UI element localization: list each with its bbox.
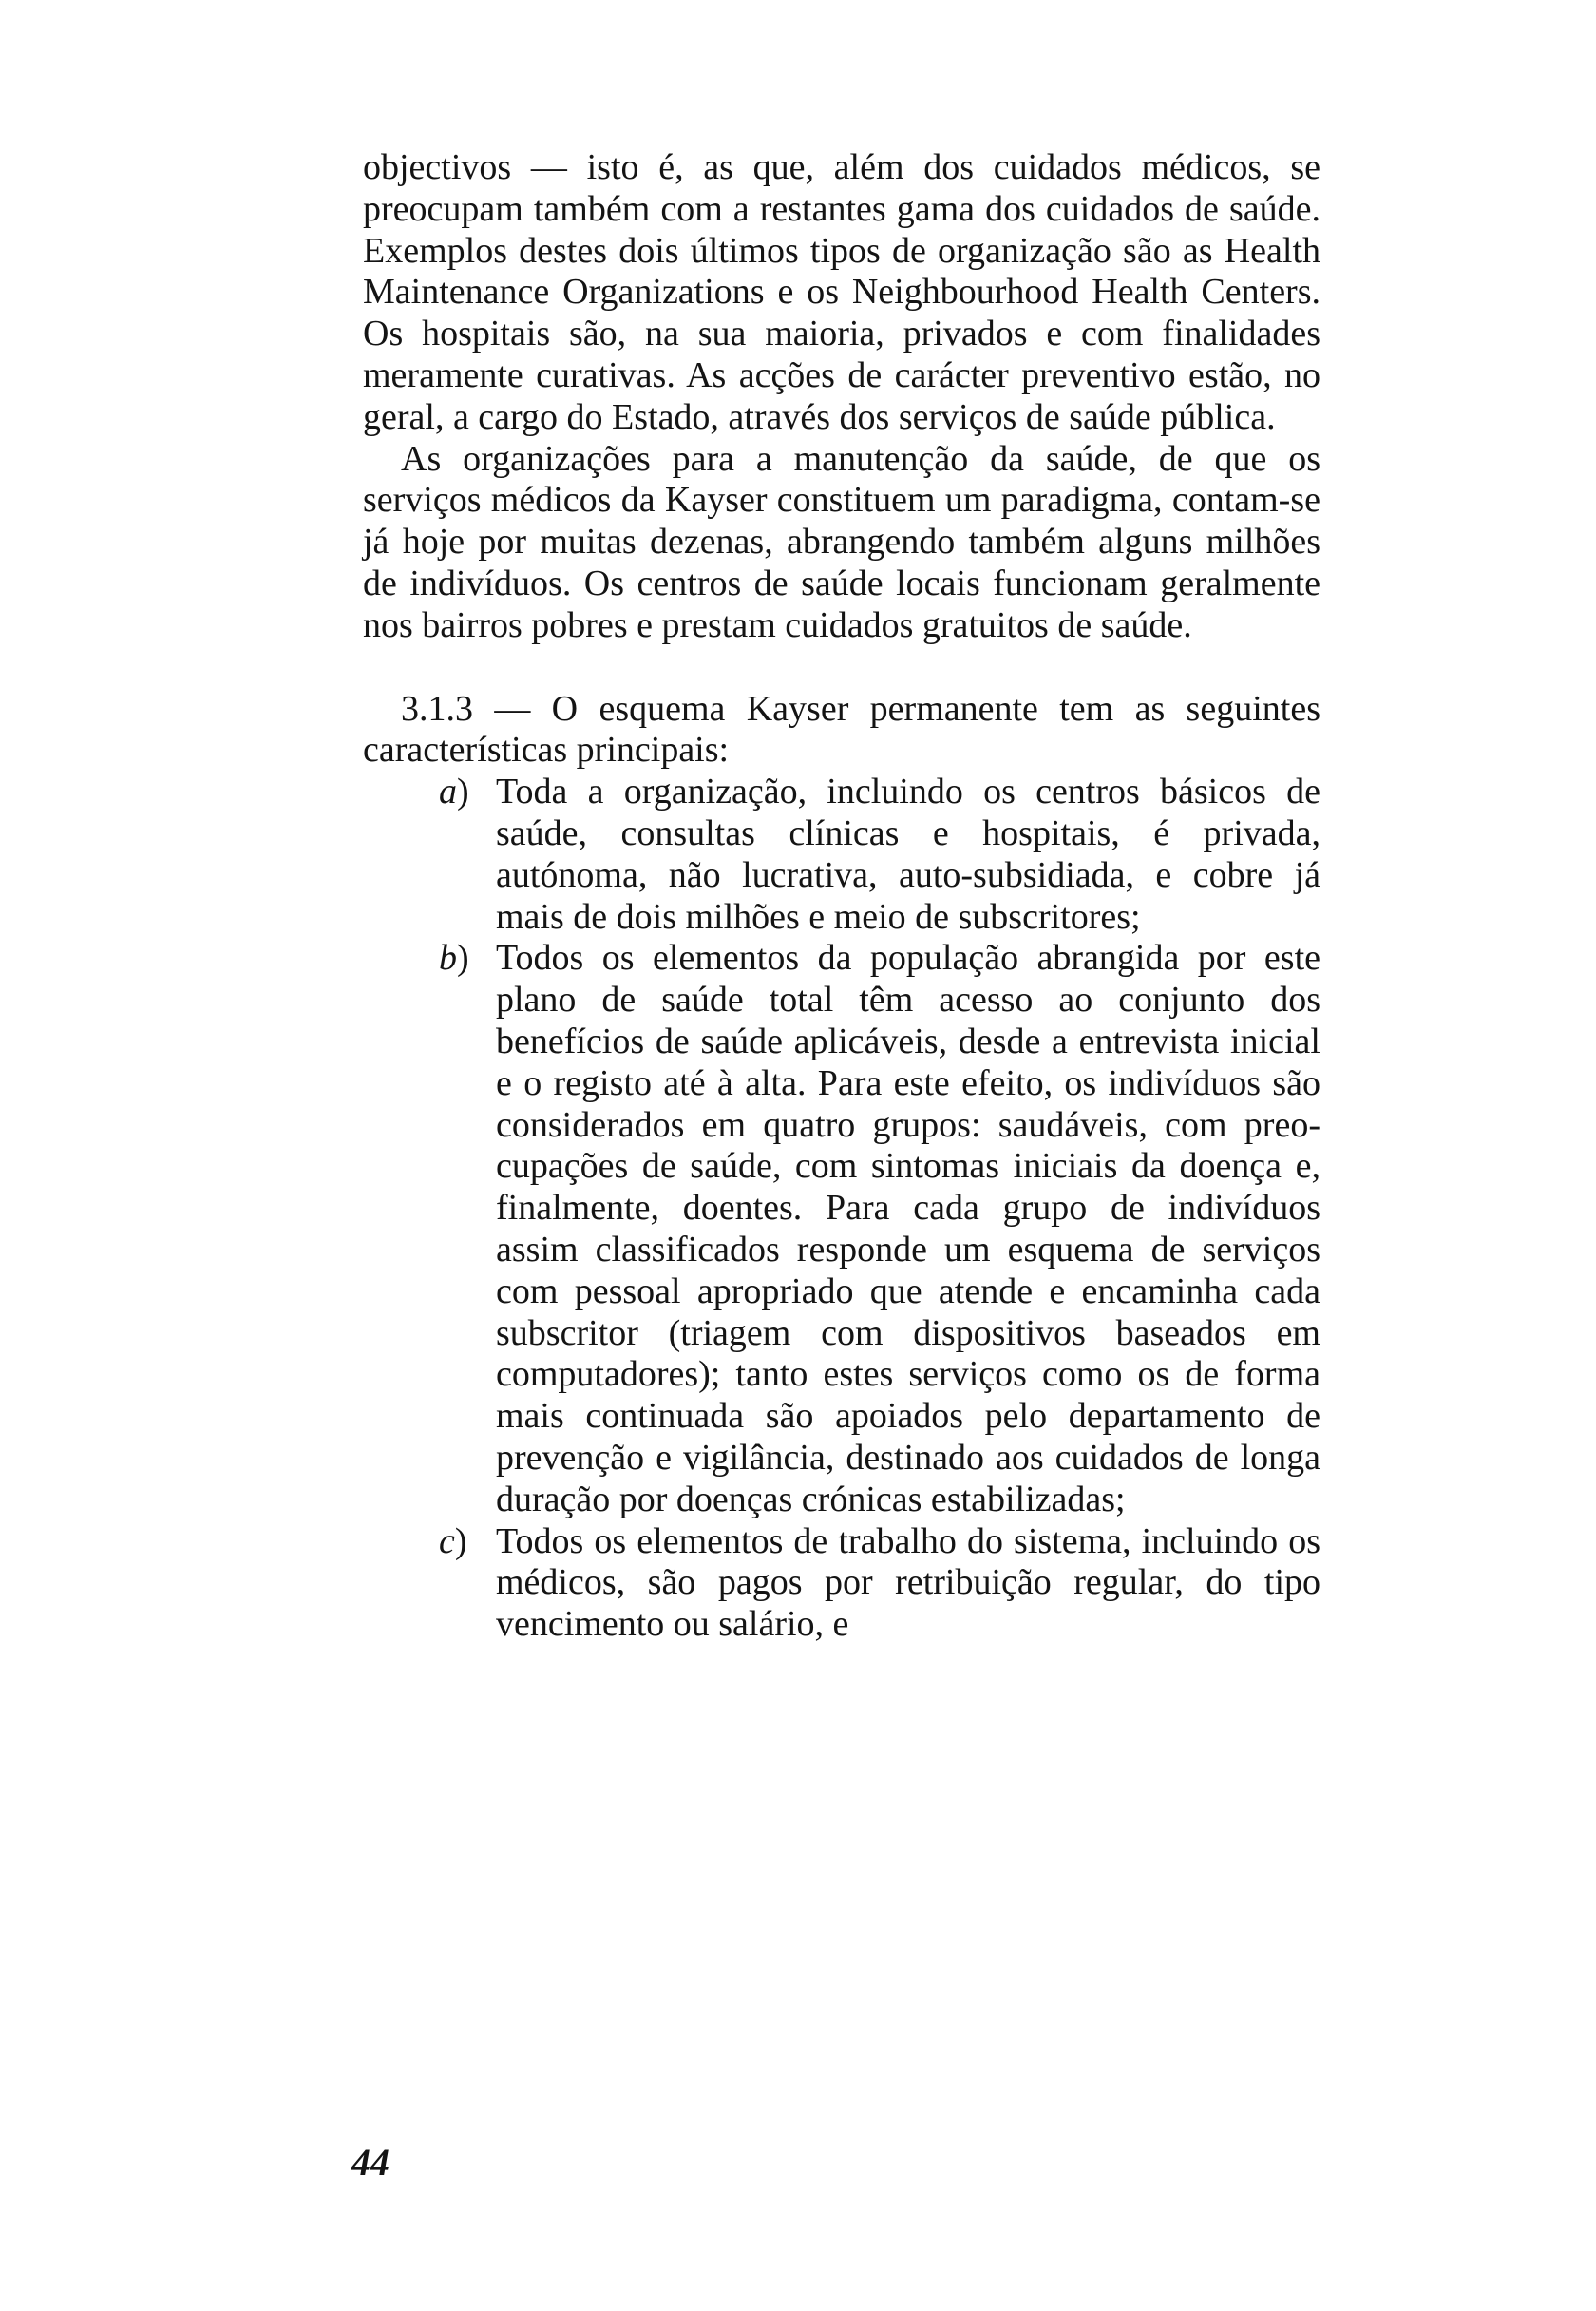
list-marker-c: c) <box>439 1520 467 1561</box>
characteristics-list <box>363 772 1320 1646</box>
list-item-b <box>363 938 1320 1520</box>
list-item-a-text: Toda a organização, incluindo os centros básicos de saúde, consultas clínicas e hospitais, é privada, autónoma, não lucrativa, auto-subsidiada, e cobre já mais de dois milhões e meio de subscritores; <box>496 772 1320 937</box>
page-body <box>363 147 1320 1646</box>
page-number: 44 <box>352 2141 390 2184</box>
paragraph-section-3-1-3: 3.1.3 — O esquema Kayser permanente tem as seguintes características principais: <box>363 688 1320 771</box>
paragraph-objectivos: objectivos — isto é, as que, além dos cuidados médicos, se preocupam também com a restantes gama dos cuidados de saúde. Exemplos destes dois últimos tipos de organização são as Health Maintenance Organizations e os Neighbourhood Health Centers. Os hospitais são, na sua maioria, privados e com finalidades meramente curativas. As acções de carácter preventivo estão, no geral, a cargo do Estado, através dos serviços de saúde pública. <box>363 147 1320 437</box>
paragraph-organizacoes: As organizações para a manutenção da saúde, de que os serviços médicos da Kayser constituem um paradigma, contam-se já hoje por muitas dezenas, abrangendo também alguns milhões de indivíduos. Os centros de saúde locais funcionam geralmente nos bairros pobres e prestam cuidados gratuitos de saúde. <box>363 438 1320 645</box>
list-item-a <box>363 772 1320 938</box>
list-marker-a: a) <box>439 772 469 812</box>
list-marker-b: b) <box>439 938 469 979</box>
list-item-b-text: Todos os elementos da população abrangida por este plano de saúde total têm acesso ao conjunto dos benefícios de saúde aplicáveis, desde a entrevista inicial e o registo até à alta. Para este efeito, os indivíduos são considerados em quatro grupos: saudáveis, com preocupações de saúde, com sintomas iniciais da doença e, finalmente, doentes. Para cada grupo de indivíduos assim classificados responde um esquema de serviços com pessoal apropriado que atende e encaminha cada subscritor (triagem com dispositivos baseados em computadores); tanto estes serviços como os de forma mais continuada são apoiados pelo departamento de prevenção e vigilância, destinado aos cuidados de longa duração por doenças crónicas estabilizadas; <box>496 938 1320 1519</box>
list-item-c <box>363 1521 1320 1646</box>
list-item-c-text: Todos os elementos de trabalho do sistema, incluindo os médicos, são pagos por retribuição regular, do tipo vencimento ou salário, e <box>496 1520 1320 1645</box>
